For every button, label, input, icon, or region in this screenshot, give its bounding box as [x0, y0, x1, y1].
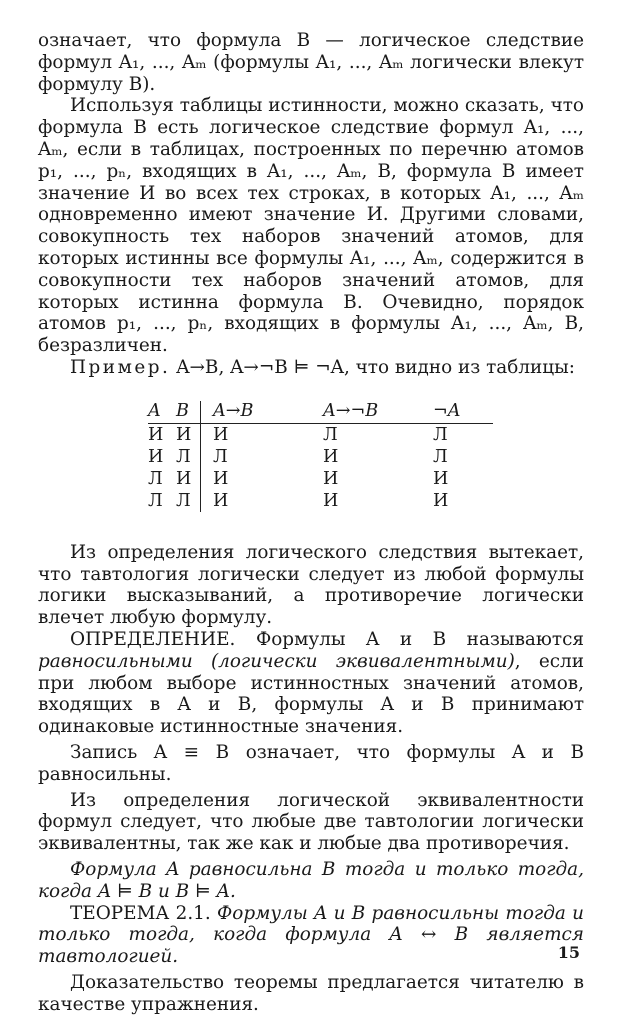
definition-text-before: Формулы A и B называются [255, 628, 584, 650]
definition-paragraph [38, 629, 584, 738]
header-A-implies-not-B: A→¬B [323, 401, 433, 424]
truth-table [148, 401, 493, 512]
header-B: B [176, 401, 201, 424]
table-row [148, 468, 493, 490]
paragraph-equivalence-notation: Запись A ≡ B означает, что формулы A и B равносильны. [38, 741, 584, 785]
example-text: A→B, A→¬B ⊨ ¬A, что видно из таблицы: [176, 356, 575, 378]
header-A-implies-B: A→B [201, 401, 324, 424]
definition-term: равносильными (логически эквивалентными) [38, 650, 515, 672]
truth-table-header-row [148, 401, 493, 424]
paragraph-equivalence-criterion [38, 859, 584, 903]
table-cell: И [433, 468, 449, 489]
table-cell: И [213, 490, 229, 511]
table-cell: Л [176, 490, 201, 512]
paragraph-proof-exercise: Доказательство теоремы предлагается читателю в качестве упражнения. [38, 971, 584, 1015]
definition-text-after: , если при любом выборе истинностных значений атомов, входящих в A и B, формулы A и B принимают одинаковые истинностные значения. [38, 650, 584, 738]
table-row [148, 423, 493, 446]
example-paragraph [38, 357, 584, 379]
table-cell: И [213, 424, 229, 445]
table-cell: Л [433, 446, 448, 467]
theorem-text: Формулы A и B равносильны тогда и только тогда, когда формула A ↔ B является тавтологией. [38, 902, 584, 968]
table-row [148, 490, 493, 512]
page-number: 15 [557, 943, 580, 962]
table-cell: И [323, 446, 339, 467]
header-A: A [148, 401, 176, 424]
table-cell: Л [148, 490, 163, 511]
paragraph-tautology: Из определения логического следствия вытекает, что тавтология логически следует из любой формулы логики высказываний, а противоречие логически влечет любую формулу. [38, 541, 584, 629]
table-row [148, 446, 493, 468]
table-cell: Л [433, 424, 448, 445]
table-cell: И [433, 490, 449, 511]
table-cell: И [323, 468, 339, 489]
table-cell: И [148, 446, 164, 467]
theorem-paragraph [38, 903, 584, 968]
table-cell: Л [176, 446, 201, 468]
table-cell: Л [213, 446, 228, 467]
theorem-label: ТЕОРЕМА 2.1. [70, 902, 211, 924]
table-cell: И [213, 468, 229, 489]
header-not-A: ¬A [433, 401, 493, 424]
equivalence-criterion-text: Формула A равносильна B тогда и только тогда, когда A ⊨ B и B ⊨ A. [38, 858, 584, 902]
paragraph-truth-tables: Используя таблицы истинности, можно сказать, что формула B есть логическое следствие формул A₁, ..., Aₘ, если в таблицах, построенных по перечню атомов p₁, ..., pₙ, входящих в A₁, ..., Aₘ, B, формула B имеет значение И во всех тех строках, в которых A₁, ..., Aₘ одновременно имеют значение И. Другими словами, совокупность тех наборов значений атомов, для которых истинны все формулы A₁, ..., Aₘ, содержится в совокупности тех наборов значений атомов, для которых истинна формула B. Очевидно, порядок атомов p₁, ..., pₙ, входящих в формулы A₁, ..., Aₘ, B, безразличен. [38, 95, 584, 357]
page-body [38, 30, 584, 1015]
paragraph-tautologies-equivalent: Из определения логической эквивалентности формул следует, что любые две тавтологии логически эквивалентны, так же как и любые два противоречия. [38, 789, 584, 855]
definition-label: ОПРЕДЕЛЕНИЕ. [70, 628, 236, 650]
table-cell: И [323, 490, 339, 511]
table-cell: И [176, 423, 201, 446]
example-label: Пример. [70, 356, 171, 378]
table-cell: И [148, 424, 164, 445]
table-cell: Л [323, 424, 338, 445]
paragraph-consequence-end: означает, что формула B — логическое следствие формул A₁, ..., Aₘ (формулы A₁, ..., Aₘ логически влекут формулу B). [38, 30, 584, 95]
table-cell: И [176, 468, 201, 490]
table-cell: Л [148, 468, 163, 489]
